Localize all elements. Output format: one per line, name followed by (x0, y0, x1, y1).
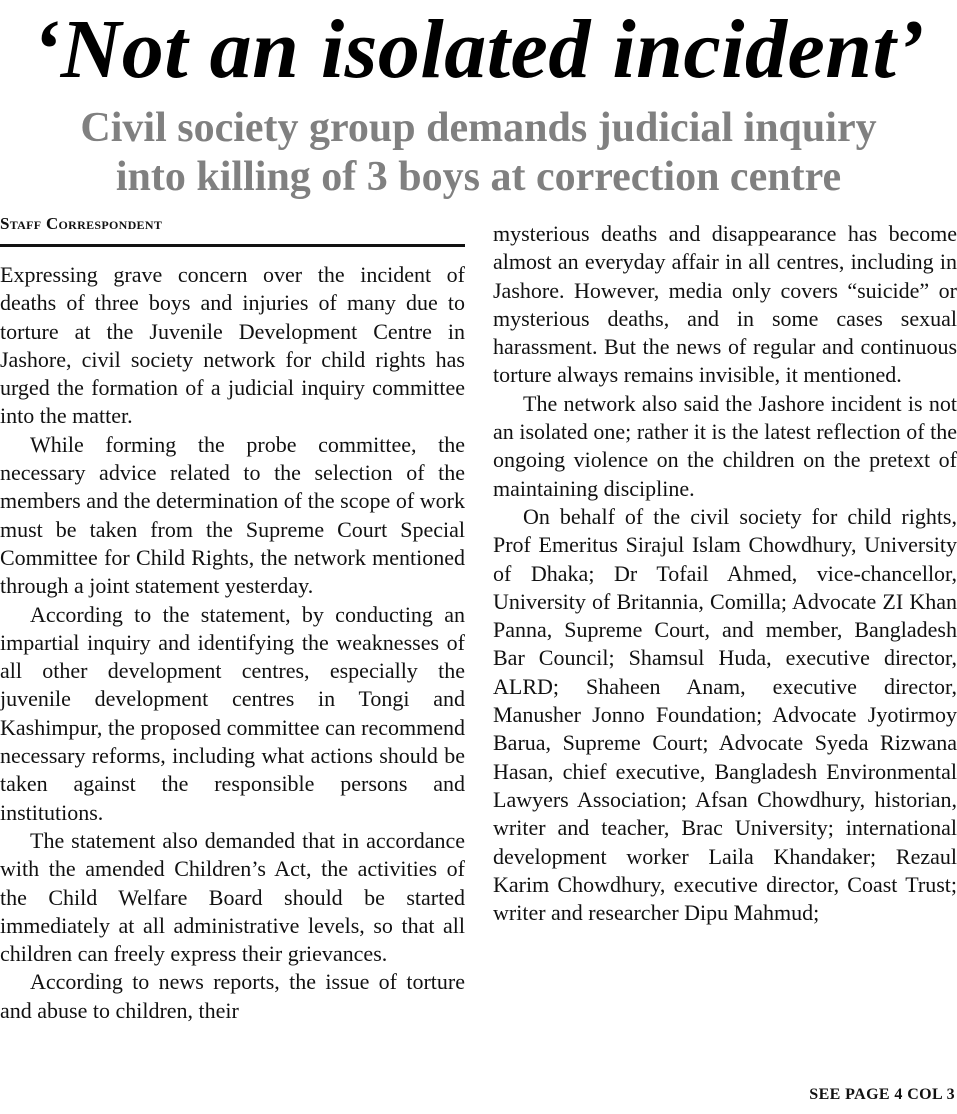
article-column-right (493, 220, 957, 927)
headline: ‘Not an isolated incident’ (32, 3, 925, 96)
continued-on-page-link: SEE PAGE 4 COL 3 (809, 1086, 955, 1103)
article-paragraph: The network also said the Jashore incident is not an isolated one; rather it is the latest reflection of the ongoing violence on the children on the pretext of maintaining discipline. (493, 390, 957, 501)
article-paragraph: According to news reports, the issue of torture and abuse to children, their (0, 969, 465, 1023)
article-paragraph: Expressing grave concern over the incident of deaths of three boys and injuries of many due to torture at the Juvenile Development Centre in Jashore, civil society network for child rights has urged the formation of a judicial inquiry committee into the matter. (0, 262, 465, 429)
article-paragraph: The statement also demanded that in accordance with the amended Children’s Act, the activities of the Child Welfare Board should be started immediately at all administrative levels, so that all children can freely express their grievances. (0, 827, 465, 967)
article-paragraph: While forming the probe committee, the necessary advice related to the selection of the members and the determination of the scope of work must be taken from the Supreme Court Special Committee for Child Rights, the network mentioned through a joint statement yesterday. (0, 431, 465, 599)
article-column-left (0, 261, 465, 1025)
article-paragraph: mysterious deaths and disappearance has become almost an everyday affair in all centres, including in Jashore. However, media only covers “suicide” or mysterious deaths, and in some cases sexual harassment. But the news of regular and continuous torture always remains invisible, it mentioned. (493, 221, 957, 388)
article-paragraph: On behalf of the civil society for child rights, Prof Emeritus Sirajul Islam Chowdhury, University of Dhaka; Dr Tofail Ahmed, vice-chancellor, University of Britannia, Comilla; Advocate ZI Khan Panna, Supreme Court, and member, Bangladesh Bar Council; Shamsul Huda, executive director, ALRD; Shaheen Anam, executive director, Manusher Jonno Foundation; Advocate Jyotirmoy Barua, Supreme Court; Advocate Syeda Rizwana Hasan, chief executive, Bangladesh Environmental Lawyers Association; Afsan Chowdhury, historian, writer and teacher, Brac University; international development worker Laila Khandaker; Rezaul Karim Chowdhury, executive director, Coast Trust; writer and researcher Dipu Mahmud; (493, 503, 957, 926)
article-paragraph: According to the statement, by conducting an impartial inquiry and identifying the weaknesses of all other development centres, especially the juvenile development centres in Tongi and Kashimpur, the proposed committee can recommend necessary reforms, including what actions should be taken against the responsible persons and institutions. (0, 601, 465, 825)
byline-divider (0, 244, 465, 247)
subheadline-line-2: into killing of 3 boys at correction centre (115, 154, 842, 200)
byline: Staff Correspondent (0, 214, 163, 233)
subheadline (0, 104, 957, 202)
subheadline-line-1: Civil society group demands judicial inquiry (80, 105, 877, 151)
